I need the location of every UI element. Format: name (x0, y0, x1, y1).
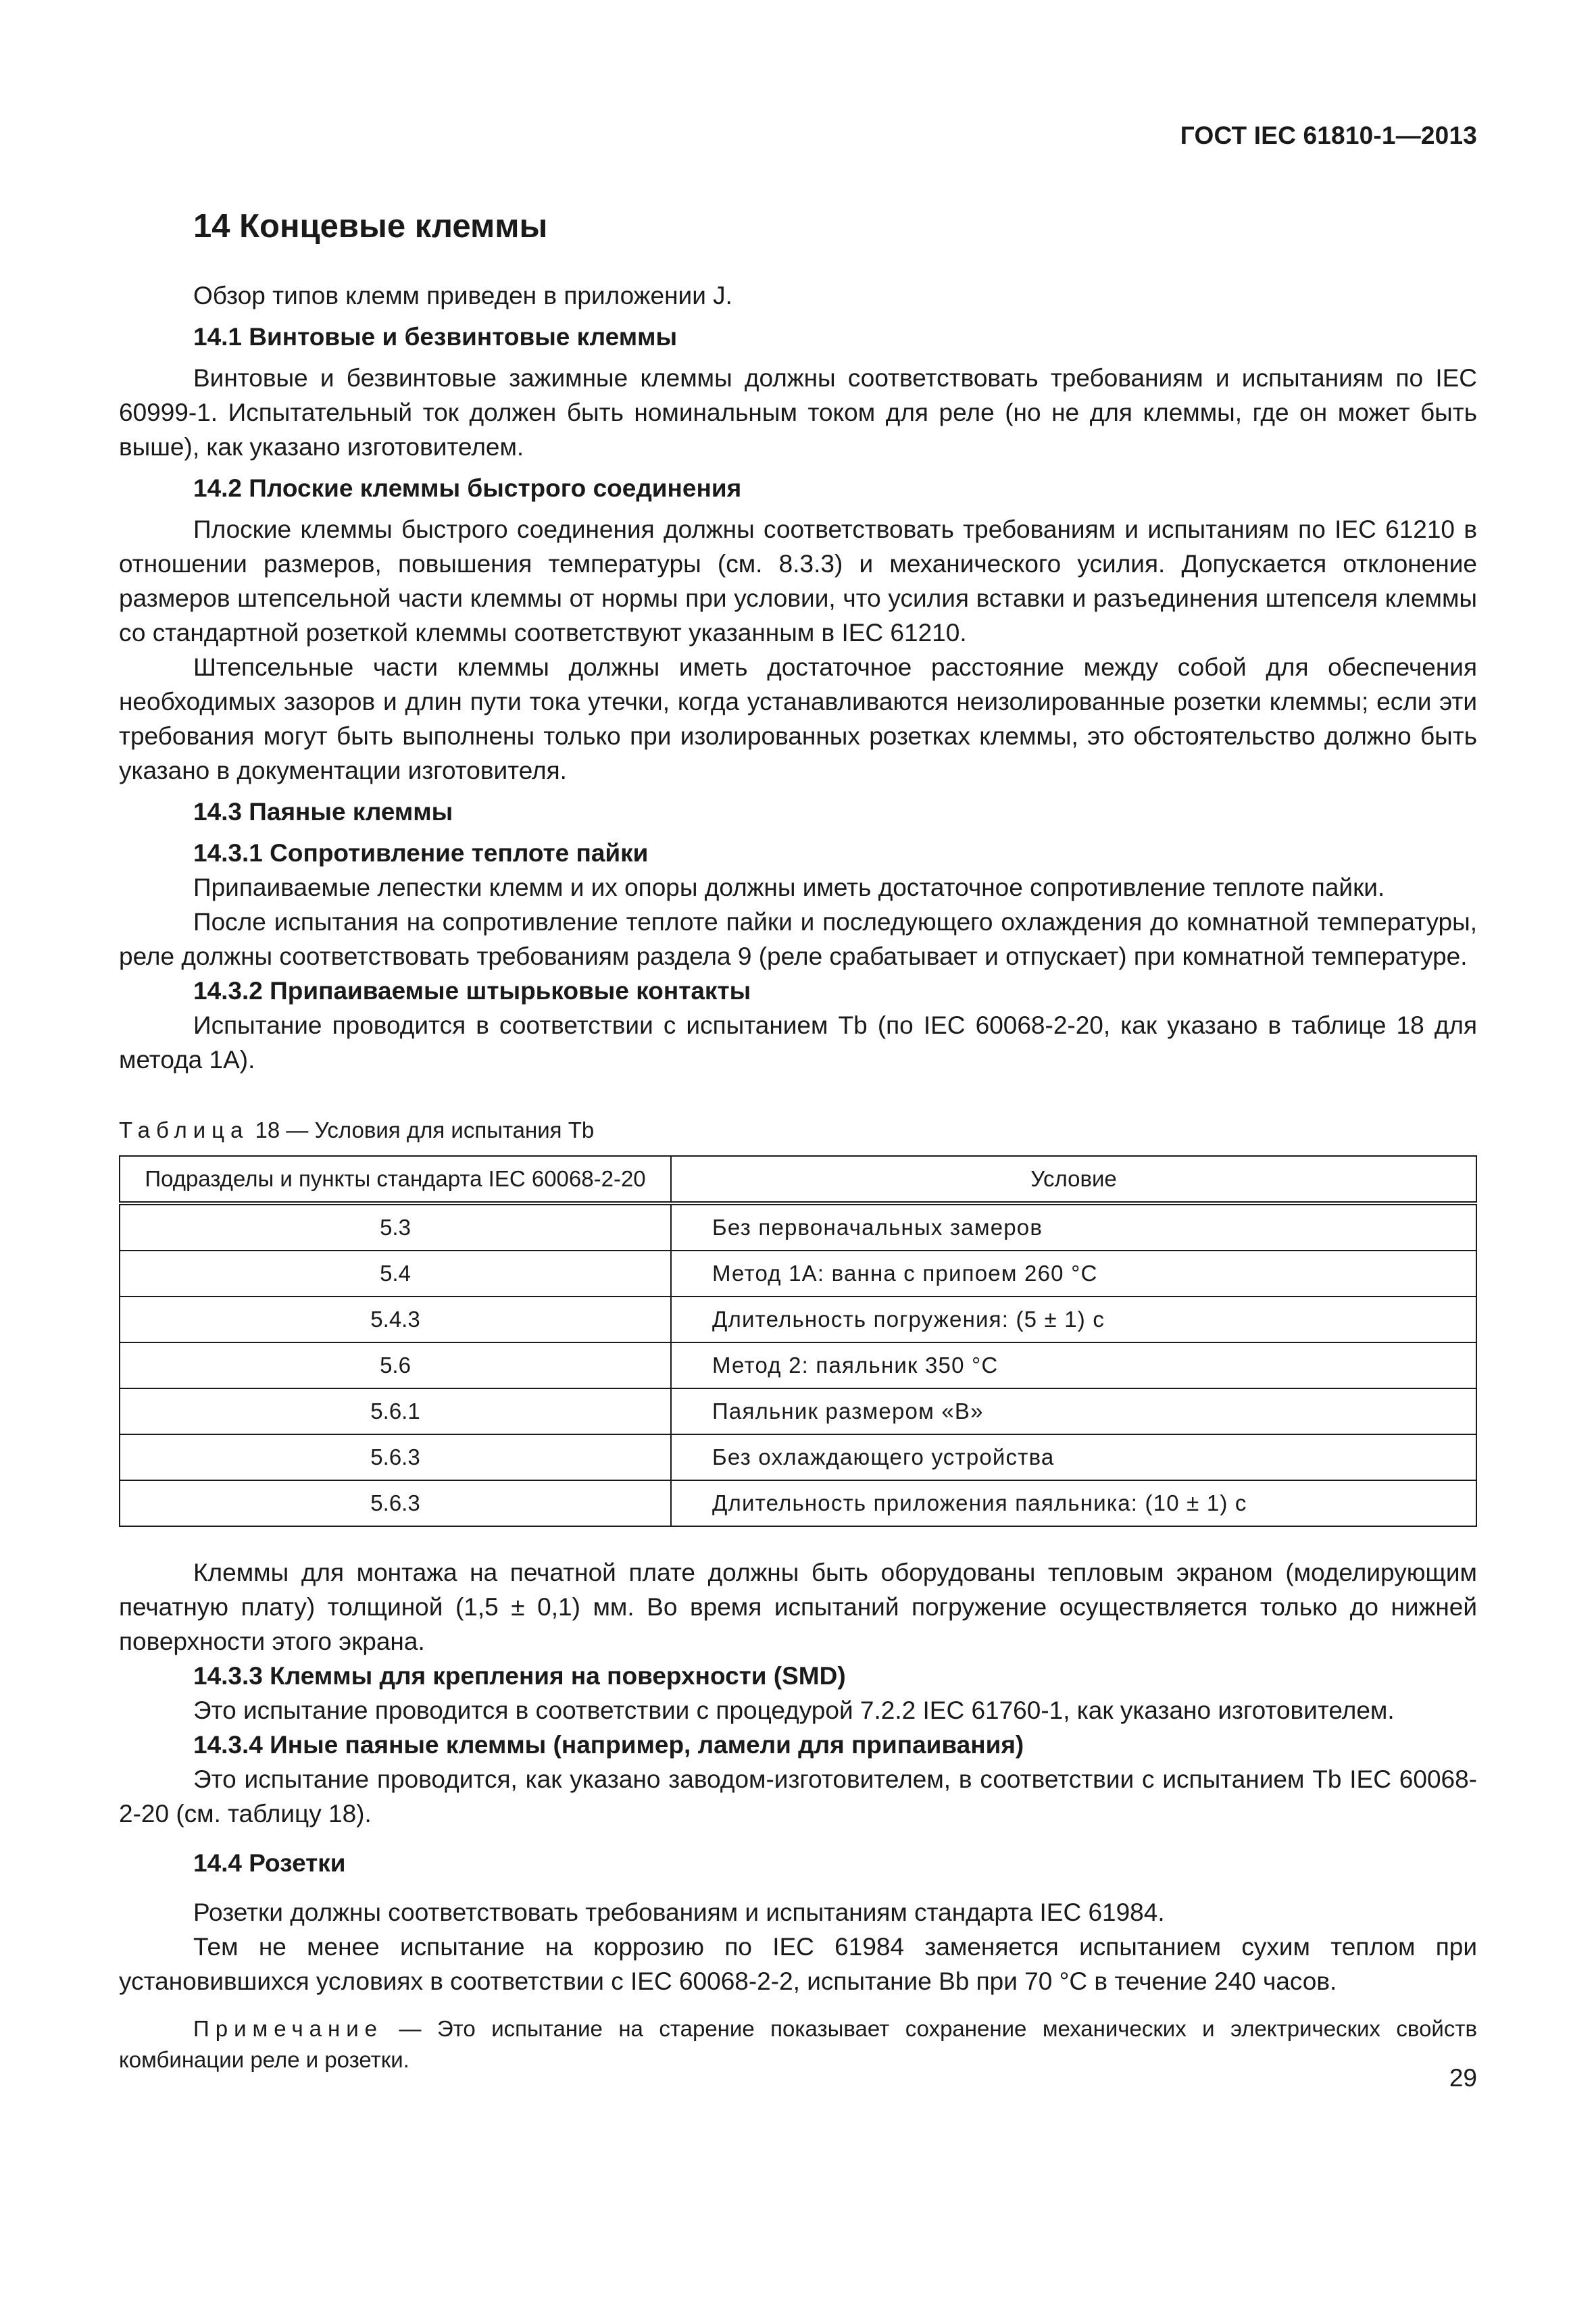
paragraph-14-3-3: Это испытание проводится в соответствии с процедурой 7.2.2 IEC 61760-1, как указано изготовителем. (193, 1696, 1395, 1724)
table-row (120, 1342, 1476, 1388)
conditions-table (119, 1155, 1477, 1527)
table-header-row (120, 1156, 1476, 1203)
paragraph-14-4-b: Тем не менее испытание на коррозию по IEC 61984 заменяется испытанием сухим теплом при установившихся условиях в соответствии с IEC 60068-2-2, испытание Bb при 70 °С в течение 240 часов. (119, 1933, 1477, 1995)
document-header: ГОСТ IEC 61810-1—2013 (1180, 122, 1477, 149)
table-cell-clause: 5.6 (120, 1342, 671, 1388)
table-cell-clause: 5.6.1 (120, 1388, 671, 1434)
paragraph-14-1: Винтовые и безвинтовые зажимные клеммы должны соответствовать требованиям и испытаниям по IEC 60999-1. Испытательный ток должен быть номинальным током для реле (но не для клеммы, где он может быть выше), как указано изготовителем. (119, 364, 1477, 461)
table-row (120, 1297, 1476, 1342)
paragraph-14-3-4: Это испытание проводится, как указано заводом-изготовителем, в соответствии с испытанием Tb IEC 60068-2-20 (см. таблицу 18). (119, 1765, 1477, 1828)
heading-14-1: 14.1 Винтовые и безвинтовые клеммы (193, 323, 678, 351)
heading-14-3: 14.3 Паяные клеммы (193, 798, 453, 826)
heading-14-4: 14.4 Розетки (193, 1849, 346, 1877)
table-row (120, 1388, 1476, 1434)
table-cell-condition: Метод 1А: ванна с припоем 260 °С (671, 1251, 1476, 1297)
table-caption-prefix: Таблица (119, 1117, 249, 1142)
table-row (120, 1251, 1476, 1297)
note (119, 2013, 1477, 2076)
note-label: Примечание (193, 2016, 384, 2041)
paragraph-14-3-1-b: После испытания на сопротивление теплоте пайки и последующего охлаждения до комнатной температуры, реле должны соответствовать требованиям раздела 9 (реле срабатывает и отпускает) при комнатной температуре. (119, 908, 1477, 970)
table-cell-condition: Длительность погружения: (5 ± 1) с (671, 1297, 1476, 1342)
table-cell-clause: 5.6.3 (120, 1480, 671, 1526)
paragraph-14-3-2: Испытание проводится в соответствии с испытанием Tb (по IEC 60068-2-20, как указано в таблице 18 для метода 1А). (119, 1011, 1477, 1074)
table-cell-condition: Длительность приложения паяльника: (10 ± 1) с (671, 1480, 1476, 1526)
table-cell-clause: 5.4 (120, 1251, 671, 1297)
paragraph-14-4-a: Розетки должны соответствовать требованиям и испытаниям стандарта IEC 61984. (193, 1898, 1165, 1926)
section-title: 14 Концевые клеммы (193, 208, 548, 245)
heading-14-3-1: 14.3.1 Сопротивление теплоте пайки (193, 839, 649, 867)
page-content (119, 203, 1477, 2076)
table-cell-condition: Без первоначальных замеров (671, 1203, 1476, 1251)
heading-14-3-4: 14.3.4 Иные паяные клеммы (например, ламели для припаивания) (193, 1731, 1024, 1759)
table-cell-condition: Паяльник размером «В» (671, 1388, 1476, 1434)
heading-14-3-2: 14.3.2 Припаиваемые штырьковые контакты (193, 977, 751, 1005)
paragraph-after-table: Клеммы для монтажа на печатной плате должны быть оборудованы тепловым экраном (моделирующим печатную плату) толщиной (1,5 ± 0,1) мм. Во время испытаний погружение осуществляется только до нижней поверхности этого экрана. (119, 1559, 1477, 1655)
heading-14-3-3: 14.3.3 Клеммы для крепления на поверхности (SMD) (193, 1662, 846, 1690)
table-row (120, 1203, 1476, 1251)
note-text: — Это испытание на старение показывает сохранение механических и электрических свойств комбинации реле и розетки. (119, 2016, 1477, 2072)
table-cell-clause: 5.6.3 (120, 1434, 671, 1480)
table-caption (119, 1115, 1477, 1146)
paragraph-14-2-b: Штепсельные части клеммы должны иметь достаточное расстояние между собой для обеспечения необходимых зазоров и длин пути тока утечки, когда устанавливаются неизолированные розетки клеммы; если эти требования могут быть выполнены только при изолированных розетках клеммы, это обстоятельство должно быть указано в документации изготовителя. (119, 653, 1477, 784)
overview-paragraph: Обзор типов клемм приведен в приложении J. (193, 282, 732, 309)
table-row (120, 1480, 1476, 1526)
paragraph-14-2-a: Плоские клеммы быстрого соединения должны соответствовать требованиям и испытаниям по IEC 61210 в отношении размеров, повышения температуры (см. 8.3.3) и механического усилия. Допускается отклонение размеров штепсельной части клеммы от нормы при условии, что усилия вставки и разъединения штепселя клеммы со стандартной розеткой клеммы соответствуют указанным в IEC 61210. (119, 515, 1477, 647)
table-cell-condition: Без охлаждающего устройства (671, 1434, 1476, 1480)
table-row (120, 1434, 1476, 1480)
table-header-clauses: Подразделы и пункты стандарта IEC 60068-2-20 (120, 1156, 671, 1203)
table-header-condition: Условие (671, 1156, 1476, 1203)
paragraph-14-3-1-a: Припаиваемые лепестки клемм и их опоры должны иметь достаточное сопротивление теплоте пайки. (193, 874, 1385, 901)
table-cell-clause: 5.3 (120, 1203, 671, 1251)
table-cell-condition: Метод 2: паяльник 350 °С (671, 1342, 1476, 1388)
table-caption-text: 18 — Условия для испытания Tb (249, 1117, 595, 1142)
heading-14-2: 14.2 Плоские клеммы быстрого соединения (193, 474, 742, 502)
table-cell-clause: 5.4.3 (120, 1297, 671, 1342)
page-number: 29 (1449, 2064, 1477, 2092)
